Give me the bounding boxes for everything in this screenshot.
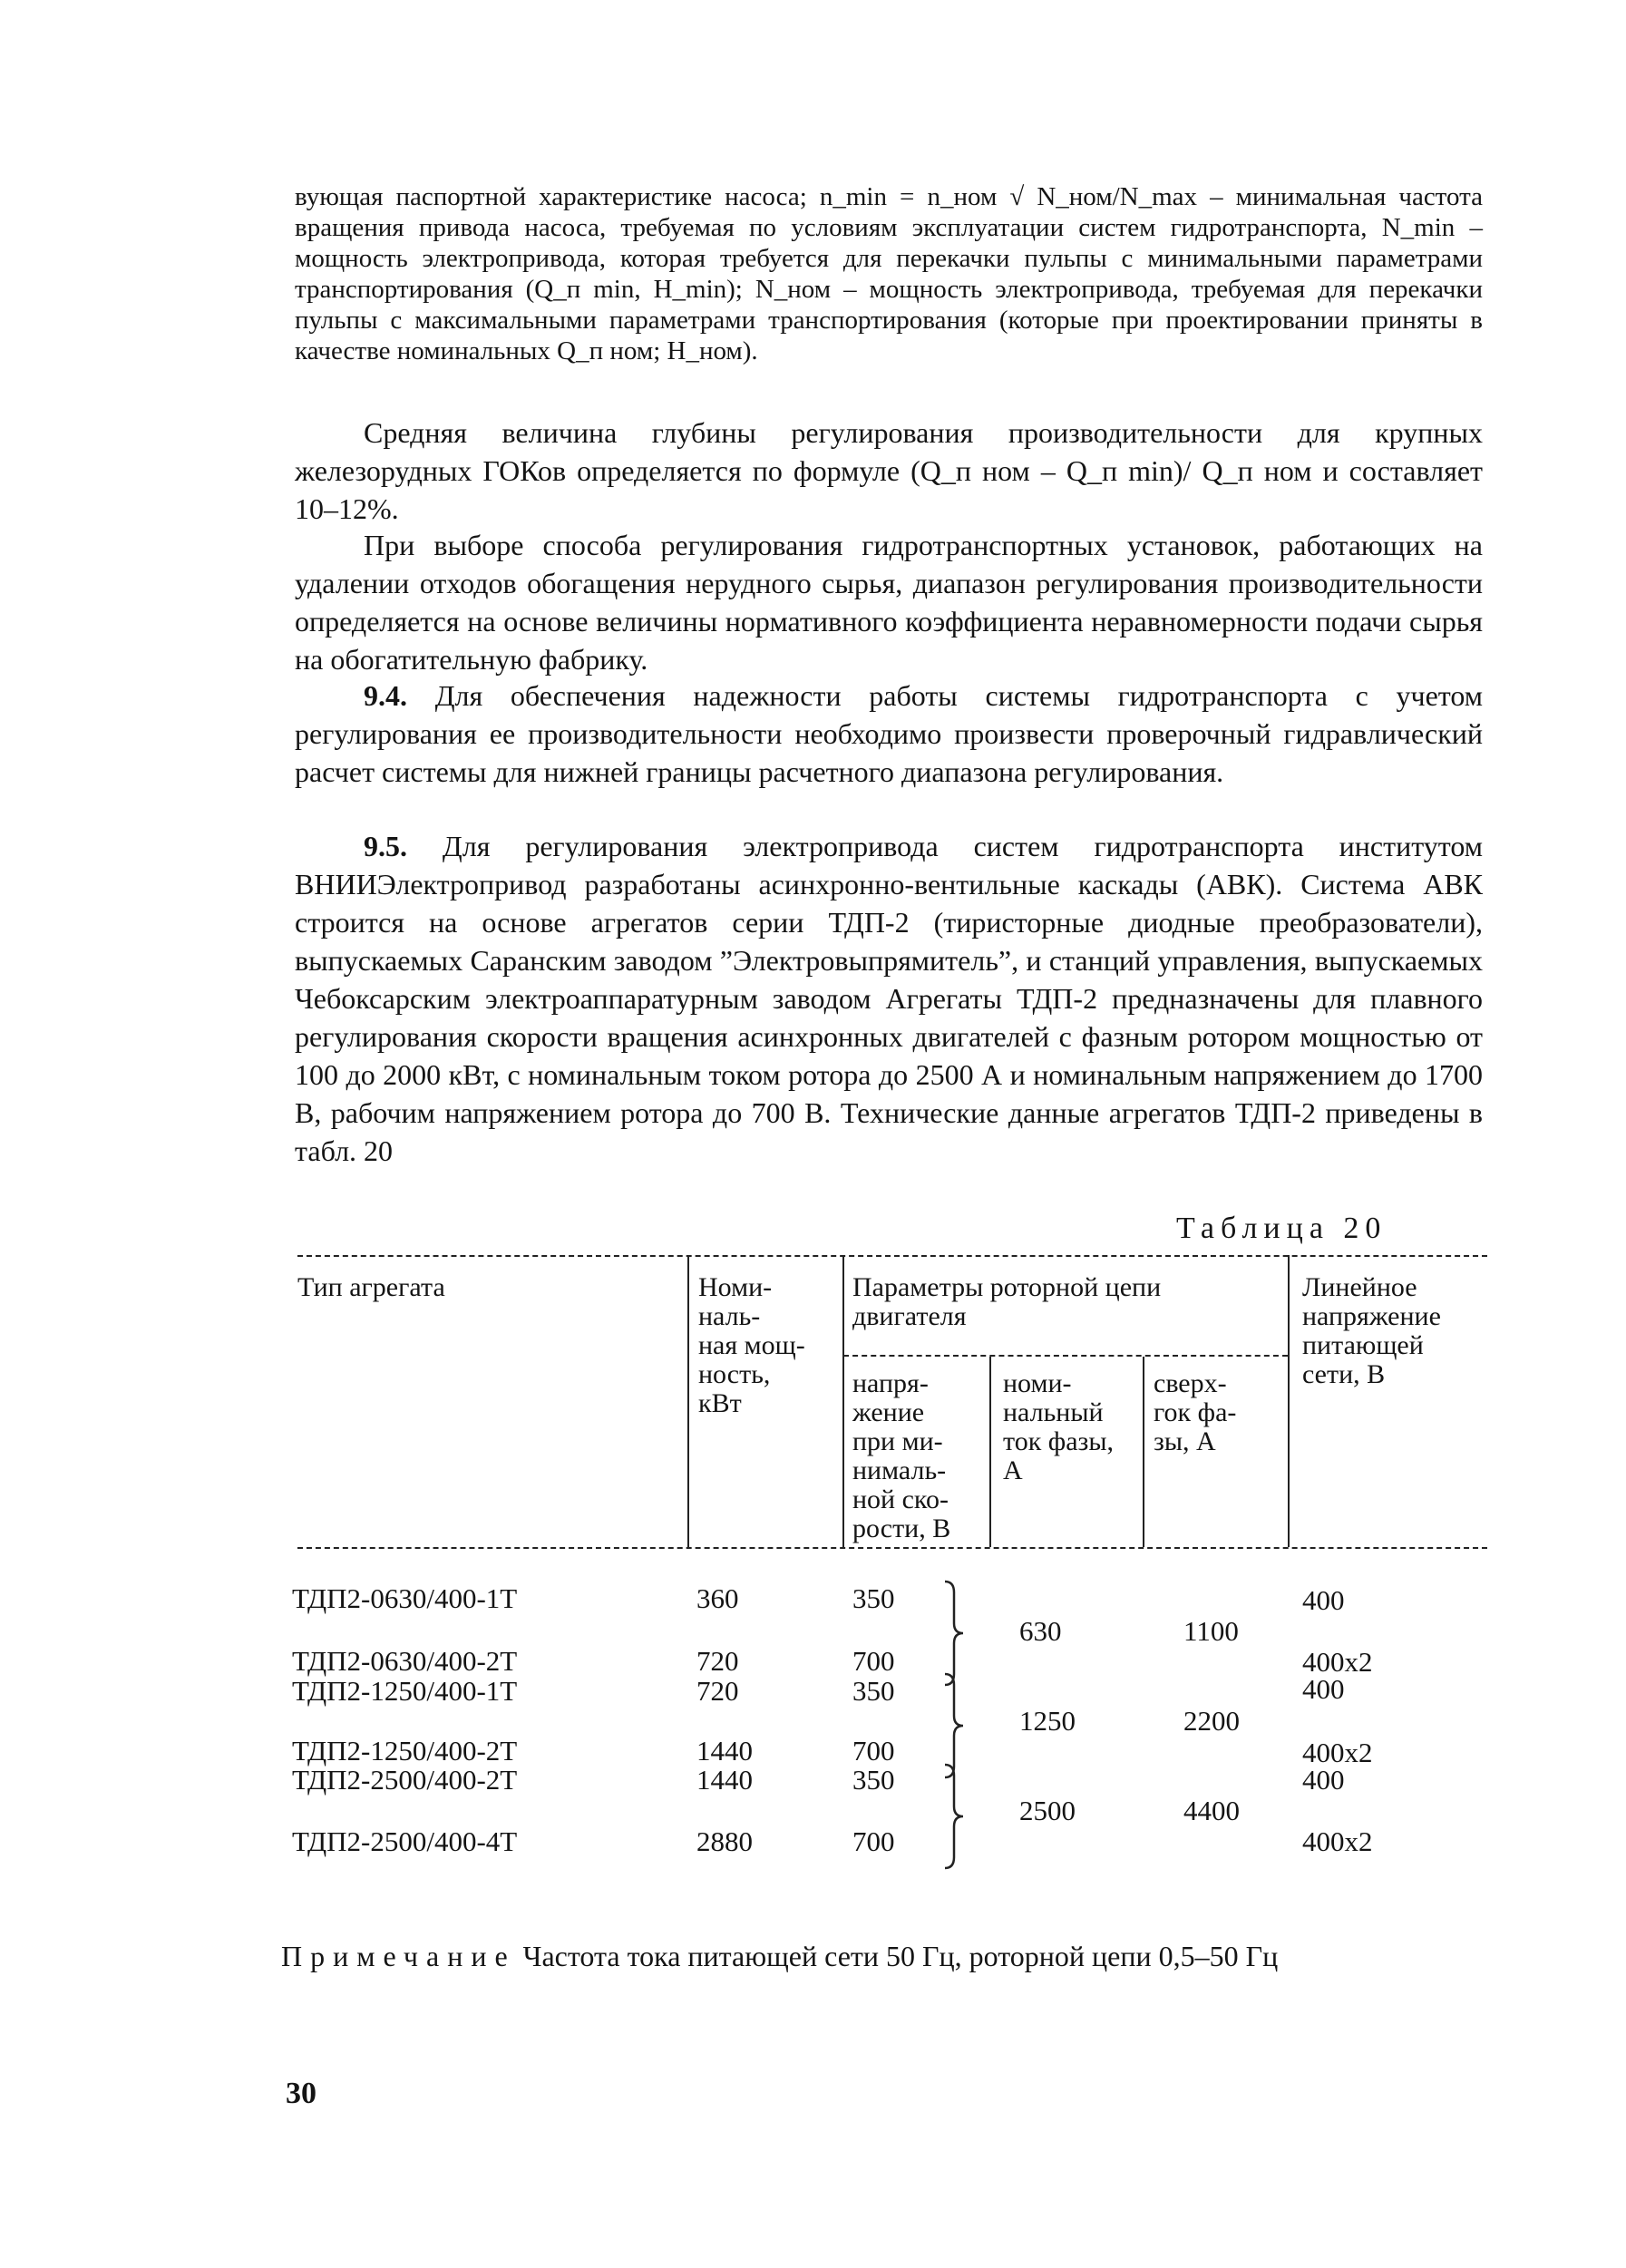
table-caption: Таблица 20 [1176,1212,1387,1245]
section-9-4-number: 9.4. [364,679,407,712]
section-9-5 [295,827,1483,1170]
header-line-voltage-line: сети, В [1302,1359,1386,1389]
cell-power: 720 [696,1645,739,1677]
cell-power: 720 [696,1675,739,1707]
header-nominal-current [1003,1369,1114,1485]
cell-overcurrent: 4400 [1183,1795,1240,1826]
header-voltage-min-line: рости, В [852,1514,951,1543]
cell-nominal-current: 2500 [1019,1795,1076,1826]
cell-type: ТДП2-2500/400-2Т [292,1764,518,1796]
cell-voltage: 350 [852,1764,895,1796]
cell-overcurrent: 1100 [1183,1615,1239,1647]
note-text: Частота тока питающей сети 50 Гц, роторной цепи 0,5–50 Гц [522,1940,1279,1972]
cell-voltage: 350 [852,1582,895,1614]
table-col-divider-3 [989,1357,991,1547]
table-top-rule [297,1255,1487,1257]
paragraph-3-text: При выборе способа регулирования гидротранспортных установок, работающих на удалении отходов обогащения нерудного сырья, диапазон регулирования производительности определяется на основе величины нормативного коэффициента неравномерности подачи сырья на обогатительную фабрику. [295,529,1483,676]
cell-line-voltage: 400х2 [1302,1646,1373,1678]
right-brace-icon [943,1580,967,1687]
cell-type: ТДП2-2500/400-4Т [292,1825,518,1857]
section-9-4-text: Для обеспечения надежности работы системы гидротранспорта с учетом регулирования ее производительности необходимо произвести проверочный гидравлический расчет системы для нижней границы расчетного диапазона регулирования. [295,679,1484,788]
header-voltage-min-line: напря- [852,1368,929,1398]
header-rotor-group-line: Параметры роторной цепи [852,1272,1162,1302]
header-nominal-current-line: А [1003,1455,1023,1485]
section-9-4 [295,677,1483,791]
cell-voltage: 700 [852,1645,895,1677]
header-voltage-min-line: нималь- [852,1455,947,1485]
header-power-line: наль- [698,1301,761,1331]
paragraph-3 [295,526,1483,678]
header-power [698,1273,805,1418]
header-overcurrent-line: сверх- [1154,1368,1227,1398]
header-line-voltage-line: питающей [1302,1330,1424,1360]
header-type: Тип агрегата [297,1272,445,1302]
header-voltage-min-line: жение [852,1397,925,1427]
table-col-divider-1 [687,1255,689,1547]
cell-power: 2880 [696,1825,753,1857]
cell-overcurrent: 2200 [1183,1705,1240,1737]
table-rotor-subheader-rule [843,1355,1288,1357]
cell-voltage: 350 [852,1675,895,1707]
header-nominal-current-line: ток фазы, [1003,1426,1115,1456]
right-brace-icon [943,1763,967,1870]
cell-type: ТДП2-0630/400-1Т [292,1582,518,1614]
page-number: 30 [286,2077,316,2110]
header-rotor-group-line: двигателя [852,1301,967,1331]
header-nominal-current-line: номи- [1003,1368,1072,1398]
cell-line-voltage: 400х2 [1302,1737,1373,1768]
header-voltage-min-line: при ми- [852,1426,943,1456]
header-power-line: ная мощ- [698,1330,805,1360]
table-header-bottom-rule [297,1547,1487,1549]
table-note [281,1935,1487,1977]
cell-voltage: 700 [852,1825,895,1857]
cell-type: ТДП2-1250/400-2Т [292,1735,518,1767]
header-rotor-group [852,1273,1161,1331]
cell-nominal-current: 630 [1019,1615,1062,1647]
section-9-5-number: 9.5. [364,830,407,862]
paragraph-1 [295,181,1483,366]
cell-line-voltage: 400 [1302,1584,1345,1616]
paragraph-2 [295,414,1483,528]
cell-voltage: 700 [852,1735,895,1767]
header-line-voltage-line: Линейное [1302,1272,1417,1302]
data-table [290,1255,1487,1899]
cell-line-voltage: 400 [1302,1764,1345,1796]
note-label: Примечание [281,1940,516,1972]
header-line-voltage-line: напряжение [1302,1301,1441,1331]
header-power-line: Номи- [698,1272,773,1302]
cell-power: 1440 [696,1764,753,1796]
cell-power: 360 [696,1582,739,1614]
cell-type: ТДП2-1250/400-1Т [292,1675,518,1707]
cell-type: ТДП2-0630/400-2Т [292,1645,518,1677]
header-overcurrent-line: гок фа- [1154,1397,1237,1427]
header-power-line: ность, [698,1359,771,1389]
header-power-line: кВт [698,1388,742,1418]
cell-line-voltage: 400 [1302,1673,1345,1705]
table-col-divider-2 [842,1255,844,1547]
header-voltage-min [852,1369,950,1543]
header-voltage-min-line: ной ско- [852,1484,949,1514]
paragraph-1-text: вующая паспортной характеристике насоса; n_min = n_ном √ N_ном/N_max – минимальная частота вращения привода насоса, требуемая по условиям эксплуатации систем гидротранспорта, N_min – мощность электропривода, которая требуется для перекачки пульпы с минимальными параметрами транспортирования (Q_п min, H_min); N_ном – мощность электропривода, требуемая для перекачки пульпы с максимальными параметрами транспортирования (которые при проектировании приняты в качестве номинальных Q_п ном; H_ном). [295,182,1483,365]
cell-nominal-current: 1250 [1019,1705,1076,1737]
header-overcurrent-line: зы, А [1154,1426,1216,1456]
header-overcurrent [1154,1369,1236,1456]
paragraph-2-text: Средняя величина глубины регулирования производительности для крупных железорудных ГОКов определяется по формуле (Q_п ном – Q_п min)/ Q_п ном и составляет 10–12%. [295,416,1483,525]
cell-line-voltage: 400х2 [1302,1825,1373,1857]
section-9-5-text: Для регулирования электропривода систем гидротранспорта институтом ВНИИЭлектропривод разработаны асинхронно-вентильные каскады (АВК). Система АВК строится на основе агрегатов серии ТДП-2 (тиристорные диодные преобразователи), выпускаемых Саранским заводом ”Электровыпрямитель”, и станций управления, выпускаемых Чебоксарским электроаппаратурным заводом Агрегаты ТДП-2 предназначены для плавного регулирования скорости вращения асинхронных двигателей с фазным ротором мощностью от 100 до 2000 кВт, с номинальным током ротора до 2500 А и номинальным напряжением до 1700 В, рабочим напряжением ротора до 700 В. Технические данные агрегатов ТДП-2 приведены в табл. 20 [295,830,1484,1167]
table-col-divider-5 [1288,1255,1290,1547]
cell-power: 1440 [696,1735,753,1767]
header-line-voltage [1302,1273,1441,1389]
header-nominal-current-line: нальный [1003,1397,1104,1427]
table-col-divider-4 [1143,1357,1144,1547]
